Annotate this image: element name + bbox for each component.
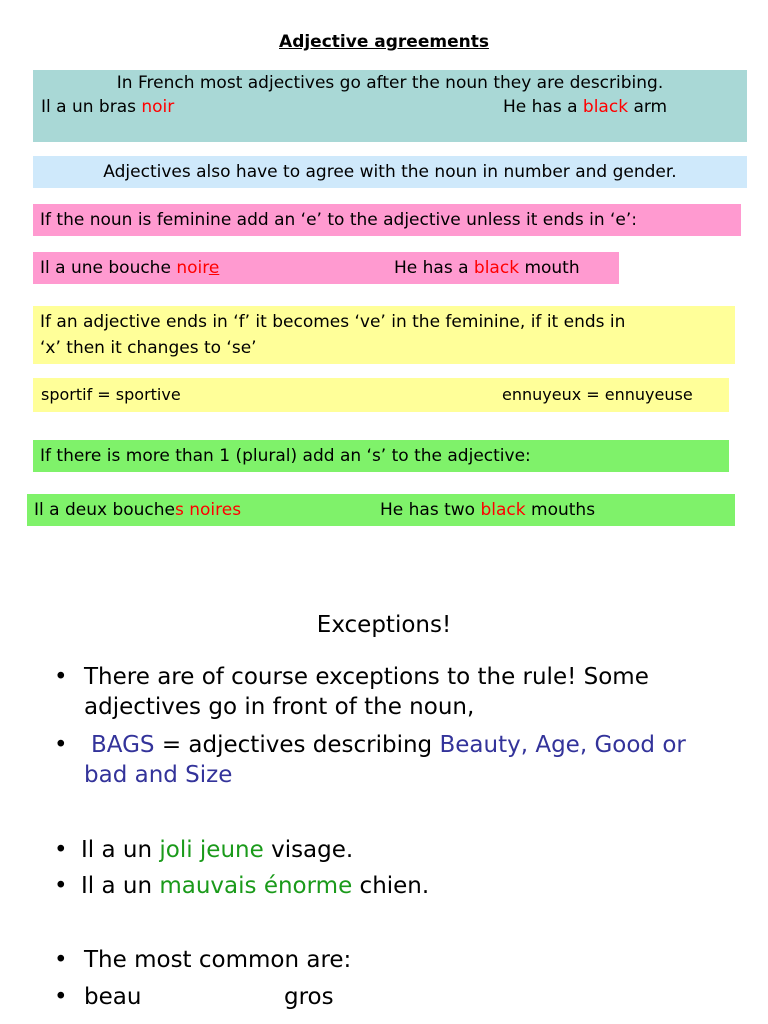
bags-description: = adjectives describing — [154, 732, 440, 758]
bullet-example-joli-text — [81, 835, 731, 865]
plural-french-text: Il a deux bouche — [34, 500, 175, 520]
intro-line: In French most adjectives go after the noun they are describing. — [116, 73, 664, 93]
plural-rule-box — [33, 440, 729, 472]
bags-categories-2: bad and Size — [84, 762, 233, 788]
mauvais-adjectives: mauvais énorme — [159, 873, 353, 899]
example-ennuyeux: ennuyeux = ennuyeuse — [502, 385, 693, 404]
feminine-english-text: He has a — [394, 258, 474, 278]
word-list-text — [84, 982, 734, 1012]
feminine-french-ending: e — [208, 258, 220, 278]
feminine-rule-box — [33, 204, 741, 236]
word-gros: gros — [284, 984, 334, 1010]
feminine-example-english — [394, 252, 580, 284]
bullet-dot: • — [54, 837, 68, 863]
page-title: Adjective agreements — [279, 32, 489, 52]
plural-english-text: He has two — [380, 500, 481, 520]
bullet-word-list — [54, 982, 744, 1014]
joli-suffix: visage. — [263, 837, 354, 863]
plural-english-noun: mouths — [525, 500, 596, 520]
f-x-example-box — [33, 378, 729, 412]
plural-french-adjective: s noires — [175, 500, 242, 520]
feminine-french-adjective: noir — [176, 258, 209, 278]
bullet-exceptions-line-1: There are of course exceptions to the rule! Some — [84, 664, 649, 690]
plural-example-english — [380, 494, 595, 526]
plural-example-french — [34, 494, 241, 526]
plural-rule-text: If there is more than 1 (plural) add an ‘s’ to the adjective: — [40, 446, 531, 466]
agreement-box — [33, 156, 747, 188]
bullet-exceptions-line-2: adjectives go in front of the noun, — [84, 694, 475, 720]
bullet-most-common — [54, 945, 744, 977]
plural-english-adjective: black — [480, 500, 526, 520]
bullet-exceptions-text — [84, 662, 734, 722]
example-english-adjective: black — [582, 97, 629, 117]
bullet-exceptions — [54, 662, 744, 724]
f-x-rule-line-2: ‘x’ then it changes to ‘se’ — [40, 338, 257, 358]
mauvais-suffix: chien. — [352, 873, 430, 899]
example-french-adjective: noir — [141, 97, 175, 117]
bullet-example-joli — [54, 835, 744, 867]
bags-categories-1: Beauty, Age, Good or — [439, 732, 686, 758]
bags-acronym: BAGS — [91, 732, 155, 758]
bullet-dot: • — [54, 873, 68, 899]
plural-example-box — [27, 494, 735, 526]
f-x-rule-line-1: If an adjective ends in ‘f’ it becomes ‘ve’ in the feminine, if it ends in — [40, 312, 626, 332]
bullet-dot: • — [54, 947, 68, 973]
feminine-rule-text: If the noun is feminine add an ‘e’ to the adjective unless it ends in ‘e’: — [40, 210, 637, 230]
joli-prefix: Il a un — [81, 837, 160, 863]
intro-box — [33, 70, 747, 142]
bullet-dot: • — [54, 984, 68, 1010]
exceptions-heading: Exceptions! — [316, 612, 452, 638]
feminine-english-noun: mouth — [519, 258, 580, 278]
feminine-example-french — [40, 252, 219, 284]
word-beau: beau — [84, 984, 142, 1010]
bullet-bags — [54, 730, 744, 792]
bullet-dot: • — [54, 664, 68, 690]
example-english — [503, 94, 667, 120]
feminine-example-box — [33, 252, 619, 284]
example-english-noun: arm — [628, 97, 668, 117]
feminine-french-text: Il a une bouche — [40, 258, 177, 278]
most-common-text: The most common are: — [84, 947, 352, 973]
bullet-example-mauvais — [54, 871, 744, 903]
bullet-dot: • — [54, 732, 68, 758]
bullet-example-mauvais-text — [81, 871, 731, 901]
joli-adjectives: joli jeune — [159, 837, 264, 863]
bullet-bags-text — [84, 730, 734, 790]
example-french-text: Il a un bras — [41, 97, 142, 117]
agreement-text: Adjectives also have to agree with the noun in number and gender. — [103, 162, 677, 182]
f-x-rule-box — [33, 306, 735, 364]
feminine-english-adjective: black — [473, 258, 520, 278]
example-french — [41, 94, 174, 120]
mauvais-prefix: Il a un — [81, 873, 160, 899]
example-sportif: sportif = sportive — [41, 385, 181, 404]
example-english-text: He has a — [503, 97, 583, 117]
